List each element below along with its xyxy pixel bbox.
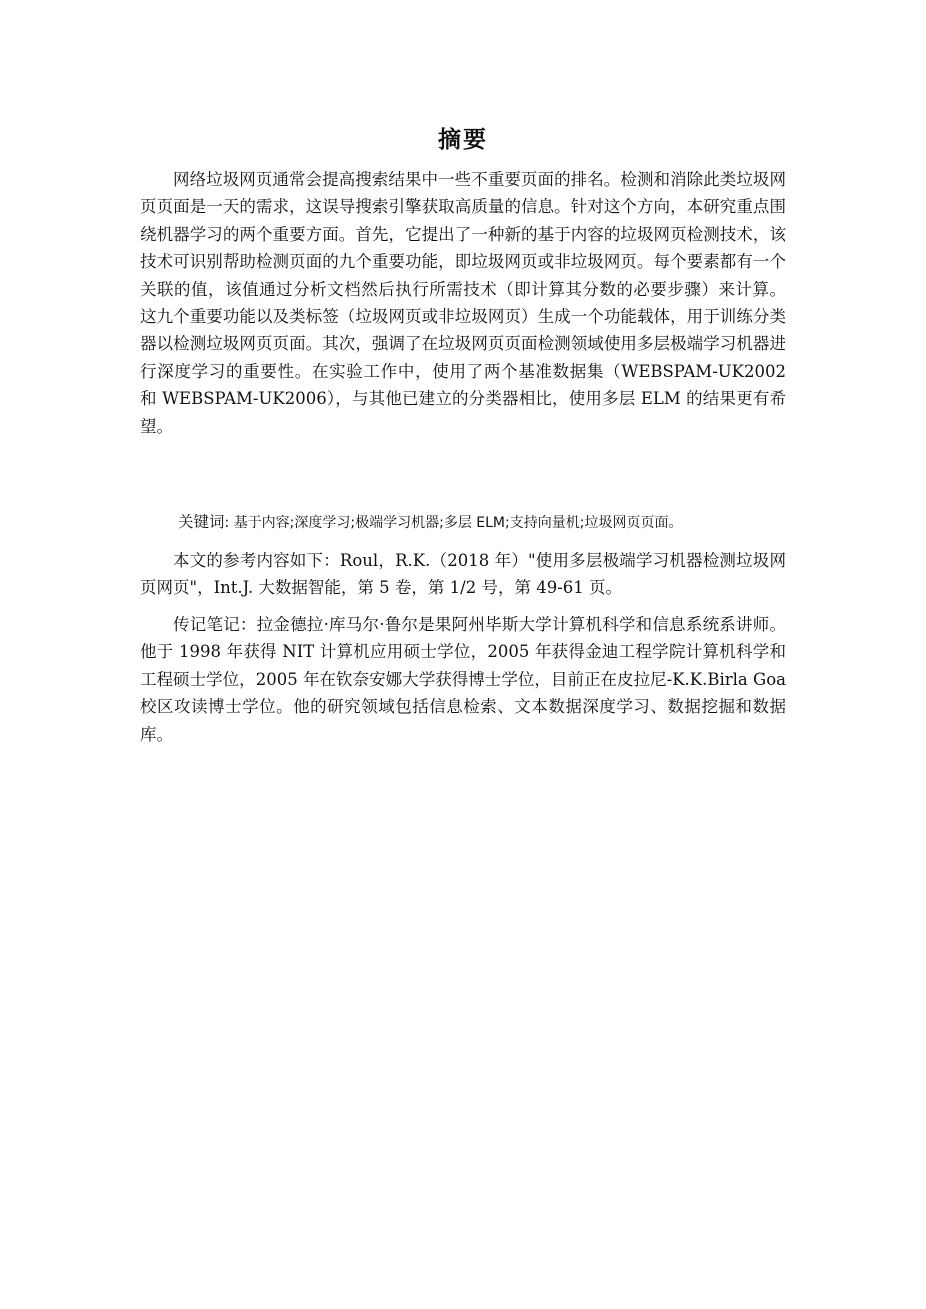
biography-paragraph: 传记笔记：拉金德拉·库马尔·鲁尔是果阿州毕斯大学计算机科学和信息系统系讲师。他于 1998 年获得 NIT 计算机应用硕士学位，2005 年获得金迪工程学院计算机科学和工程硕士学位，2005 年在钦奈安娜大学获得博士学位，目前正在皮拉尼-K.K.Birla Goa 校区攻读博士学位。他的研究领域包括信息检索、文本数据深度学习、数据挖掘和数据库。 xyxy=(140,615,786,744)
abstract-paragraph: 网络垃圾网页通常会提高搜索结果中一些不重要页面的排名。检测和消除此类垃圾网页页面是一天的需求，这误导搜索引擎获取高质量的信息。针对这个方向，本研究重点围绕机器学习的两个重要方面。首先，它提出了一种新的基于内容的垃圾网页检测技术，该技术可识别帮助检测页面的九个重要功能，即垃圾网页或非垃圾网页。每个要素都有一个关联的值，该值通过分析文档然后执行所需技术（即计算其分数的必要步骤）来计算。 这九个重要功能以及类标签（垃圾网页或非垃圾网页）生成一个功能载体，用于训练分类器以检测垃圾网页页面。其次，强调了在垃圾网页页面检测领域使用多层极端学习机器进行深度学习的重要性。在实验工作中，使用了两个基准数据集（WEBSPAM-UK2002 和 WEBSPAM-UK2006），与其他已建立的分类器相比，使用多层 ELM 的结果更有希望。 xyxy=(140,170,786,436)
reference-paragraph: 本文的参考内容如下：Roul，R.K.（2018 年）"使用多层极端学习机器检测垃圾网页网页"，Int.J. 大数据智能，第 5 卷，第 1/2 号，第 49-61 页。 xyxy=(140,551,786,598)
keywords-label: 关键词 xyxy=(178,513,225,531)
page-title: 摘要 xyxy=(438,127,488,153)
keywords-line xyxy=(178,511,798,534)
keywords-separator: : xyxy=(224,515,230,531)
keywords-text: 基于内容;深度学习;极端学习机器;多层 ELM;支持向量机;垃圾网页页面。 xyxy=(233,515,683,531)
